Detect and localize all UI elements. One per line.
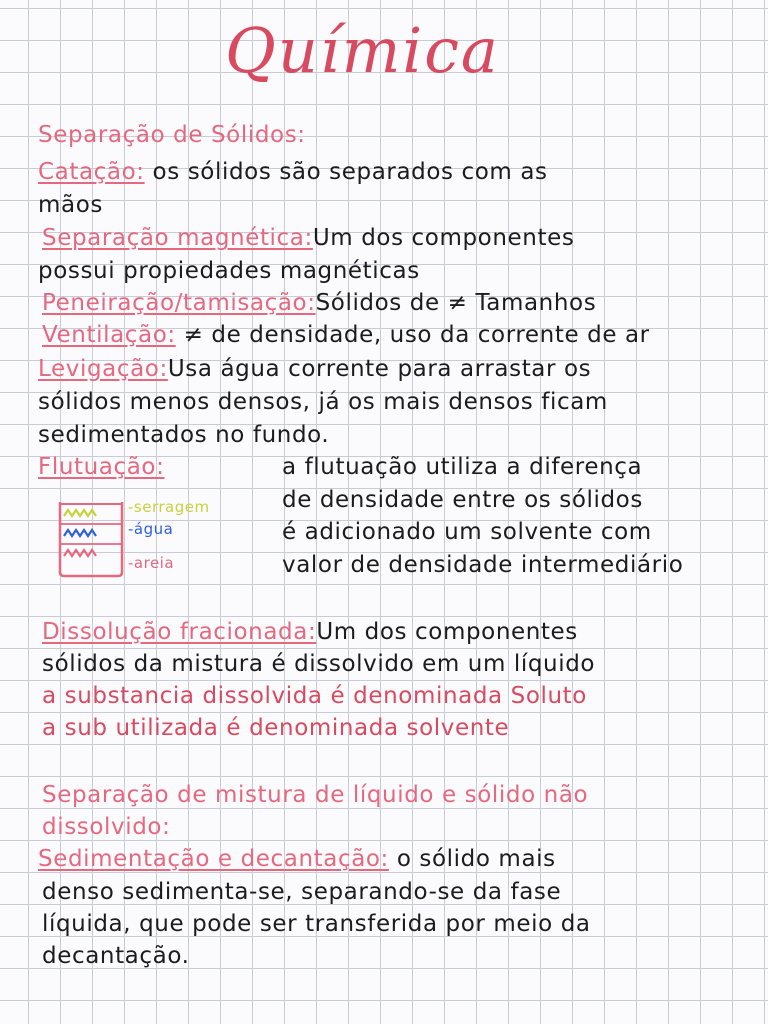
line-magnetica — [42, 223, 574, 253]
line-text: possui propiedades magnéticas — [38, 258, 420, 284]
def-levigacao: Usa água corrente para arrastar os — [167, 356, 592, 382]
line-levigacao — [38, 354, 591, 384]
line-text: de densidade entre os sólidos — [282, 487, 643, 513]
line-text: decantação. — [42, 943, 190, 969]
label-agua: -água — [128, 520, 174, 538]
label-serragem: -serragem — [128, 498, 210, 516]
term-catacao: Catação: — [38, 159, 145, 185]
term-dissolucao-fracionada: Dissolução fracionada: — [42, 619, 317, 645]
line-text: mãos — [38, 192, 103, 218]
section-heading-solids: Separação de Sólidos: — [38, 122, 306, 148]
section-heading-cont: dissolvido: — [42, 814, 171, 840]
def-sedimentacao: o sólido mais — [388, 846, 556, 872]
line-text: líquida, que pode ser transferida por meio da — [42, 911, 591, 937]
def-ventilacao: ≠ de densidade, uso da corrente de ar — [175, 322, 650, 348]
term-sedimentacao-decantacao: Sedimentação e decantação: — [38, 846, 389, 872]
agua-layer — [64, 530, 96, 536]
line-sedimentacao — [38, 844, 556, 874]
term-ventilacao: Ventilação: — [42, 322, 176, 348]
term-levigacao: Levigação: — [38, 356, 168, 382]
line-text: sedimentados no fundo. — [38, 422, 330, 448]
page-title: Química — [225, 14, 500, 87]
def-dissolucao-fracionada: Um dos componentes — [316, 619, 578, 645]
label-areia: -areia — [128, 554, 175, 572]
areia-layer — [64, 550, 96, 556]
line-dissolucao — [42, 617, 578, 647]
serragem-layer — [64, 510, 96, 516]
line-text: denso sedimenta-se, separando-se da fase — [42, 879, 562, 905]
def-catacao: os sólidos são separados com as — [144, 159, 548, 185]
term-flutuacao: Flutuação: — [38, 454, 165, 480]
line-peneiracao — [42, 288, 596, 318]
line-ventilacao — [42, 320, 650, 350]
def-flutuacao: a flutuação utiliza a diferença — [282, 454, 643, 480]
line-text: é adicionado um solvente com — [282, 519, 652, 545]
line-text: sólidos da mistura é dissolvido em um líquido — [42, 651, 596, 677]
line-text: sólidos menos densos, já os mais densos ficam — [38, 389, 608, 415]
line-soluto: a substancia dissolvida é denominada Soluto — [42, 683, 587, 709]
def-separacao-magnetica: Um dos componentes — [312, 225, 575, 251]
beaker-diagram — [56, 498, 132, 580]
term-separacao-magnetica: Separação magnética: — [42, 225, 313, 251]
line-solvente: a sub utilizada é denominada solvente — [42, 715, 510, 741]
def-peneiracao: Sólidos de ≠ Tamanhos — [315, 290, 597, 316]
line-catacao — [38, 157, 548, 187]
section-heading-liquid-solid: Separação de mistura de líquido e sólido não — [42, 782, 589, 808]
line-text: valor de densidade intermediário — [282, 552, 684, 578]
term-peneiracao: Peneiração/tamisação: — [42, 290, 316, 316]
